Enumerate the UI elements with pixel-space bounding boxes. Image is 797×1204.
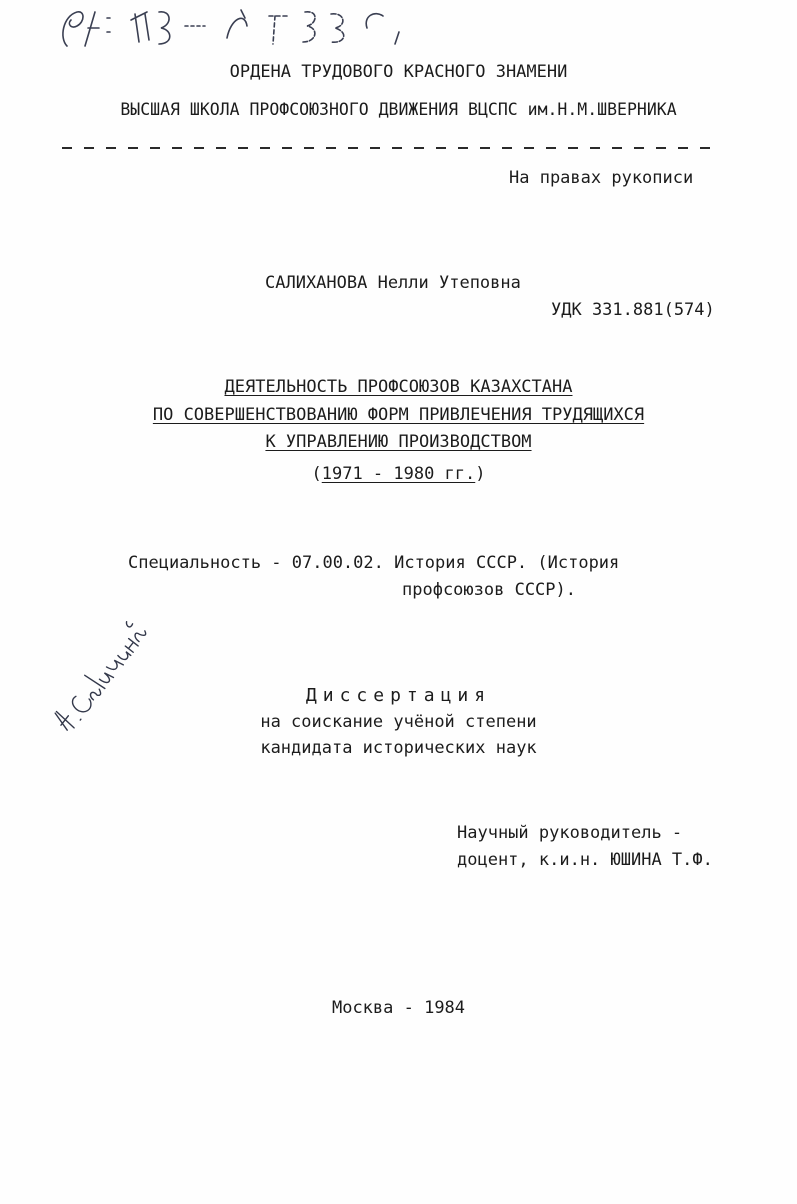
header-line-2: ВЫСШАЯ ШКОЛА ПРОФСОЮЗНОГО ДВИЖЕНИЯ ВЦСПС им.Н.М.ШВЕРНИКА — [120, 100, 677, 119]
separator-dashed-line — [62, 146, 722, 150]
header-line-1: ОРДЕНА ТРУДОВОГО КРАСНОГО ЗНАМЕНИ — [229, 62, 568, 82]
specialty-line-1: Специальность - 07.00.02. История СССР. (История — [128, 553, 620, 573]
author-name: САЛИХАНОВА Нелли Утеповна — [265, 273, 521, 293]
signature-text: Н.Салиханова — [30, 612, 38, 613]
advisor-name: доцент, к.и.н. ЮШИНА Т.Ф. — [457, 850, 713, 870]
rights-note: На правах рукописи — [509, 168, 694, 188]
title-years-close: ) — [475, 464, 486, 484]
title-line-1: ДЕЯТЕЛЬНОСТЬ ПРОФСОЮЗОВ КАЗАХСТАНА — [224, 377, 573, 397]
title-years-range: 1971 - 1980 гг. — [321, 464, 476, 484]
dissertation-field-line: кандидата исторических наук — [260, 738, 537, 758]
place-and-year: Москва - 1984 — [331, 998, 466, 1018]
title-years-open: ( — [311, 464, 322, 484]
dissertation-label: Диссертация — [305, 685, 492, 706]
archive-stamp — [55, 2, 445, 54]
advisor-label: Научный руководитель - — [457, 823, 683, 843]
title-line-2: ПО СОВЕРШЕНСТВОВАНИЮ ФОРМ ПРИВЛЕЧЕНИЯ ТРУДЯЩИХСЯ — [152, 405, 645, 425]
archive-stamp-text: 64: 85-5/539 С — [55, 2, 64, 3]
title-years — [0, 464, 797, 484]
dissertation-degree-line: на соискание учёной степени — [260, 712, 537, 732]
udc-code: УДК 331.881(574) — [551, 300, 715, 320]
specialty-line-2: профсоюзов СССР). — [402, 580, 576, 600]
title-line-3: К УПРАВЛЕНИЮ ПРОИЗВОДСТВОМ — [265, 432, 532, 452]
